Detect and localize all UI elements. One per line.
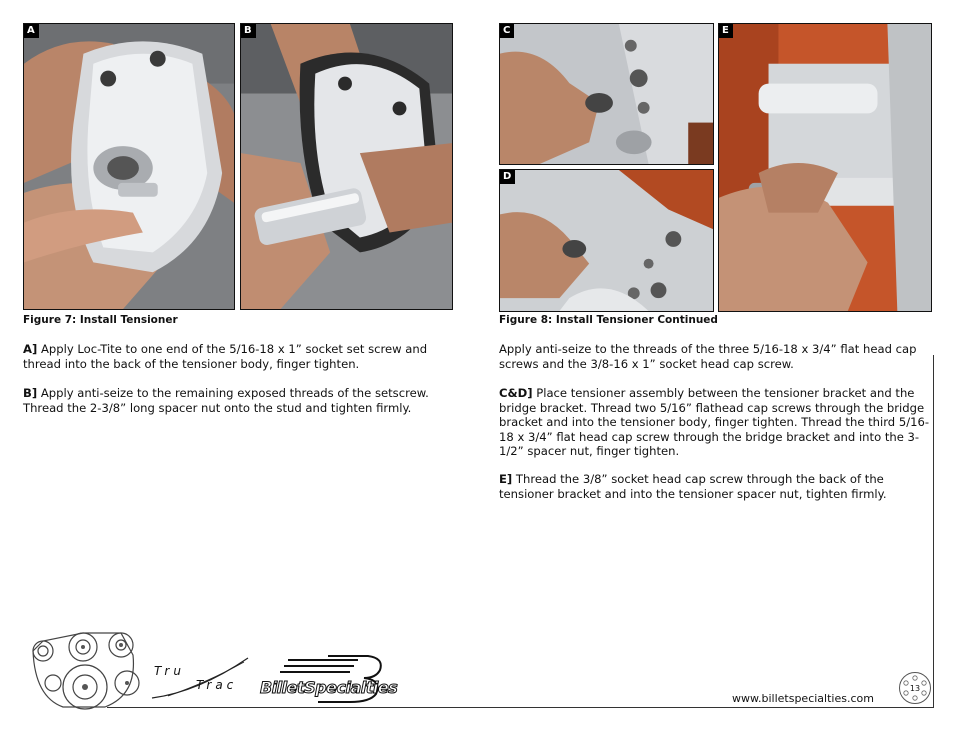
page-number-badge: [899, 672, 931, 704]
photo-a-label: A: [24, 24, 39, 38]
billet-specialties-logo: [258, 652, 418, 704]
figure7-caption: Figure 7: Install Tensioner: [23, 314, 178, 326]
photo-b-image: [241, 24, 452, 309]
footer-url[interactable]: www.billetspecialties.com: [732, 692, 874, 705]
photo-b: [240, 23, 453, 310]
photo-a: [23, 23, 235, 310]
figure8-caption: Figure 8: Install Tensioner Continued: [499, 314, 718, 326]
trutrac-top-text: Tru: [154, 664, 185, 678]
photo-c: [499, 23, 714, 165]
step-b-key: B]: [23, 386, 38, 400]
billet-specialties-text: BilletSpecialties: [260, 678, 398, 697]
photo-d: [499, 169, 714, 312]
photo-a-image: [24, 24, 234, 309]
photo-d-image: [500, 170, 713, 311]
photo-e-image: [719, 24, 931, 311]
trutrac-bottom-text: Trac: [196, 678, 238, 692]
step-cd-key: C&D]: [499, 386, 533, 400]
figure8-intro: Apply anti-seize to the threads of the three 5/16-18 x 3/4” flat head cap screws and the 3/8-16 x 1” socket head cap screw.: [499, 342, 917, 371]
photo-e: [718, 23, 932, 312]
trutrac-logo: [148, 652, 258, 702]
photo-c-image: [500, 24, 713, 164]
photo-c-label: C: [500, 24, 514, 38]
step-b-text: Apply anti-seize to the remaining exposed threads of the setscrew. Thread the 2-3/8” long spacer nut onto the stud and tighten firmly.: [23, 386, 429, 415]
step-e-text: Thread the 3/8” socket head cap screw through the back of the tensioner bracket and into the tensioner spacer nut, tighten firmly.: [499, 472, 887, 501]
step-e-paragraph: [499, 472, 929, 501]
step-a-paragraph: [23, 342, 443, 371]
footer-rule: [107, 707, 934, 708]
step-a-text: Apply Loc-Tite to one end of the 5/16-18 x 1” socket set screw and thread into the back of the tensioner body, finger tighten.: [23, 342, 428, 371]
step-cd-text: Place tensioner assembly between the tensioner bracket and the bridge bracket. Thread two 5/16” flathead cap screws through the bridge bracket and into the tensioner body, finger tighten. Thread the third 5/16-18 x 3/4” flat head cap screw through the bridge bracket and into the 3-1/2” spacer nut, finger tighten.: [499, 386, 930, 459]
photo-d-label: D: [500, 170, 515, 184]
photo-e-label: E: [719, 24, 733, 38]
step-b-paragraph: [23, 386, 443, 415]
step-cd-paragraph: [499, 386, 931, 459]
photo-b-label: B: [241, 24, 256, 38]
step-a-key: A]: [23, 342, 38, 356]
engine-drive-logo: [25, 625, 145, 717]
engine-drive-icon: [25, 625, 145, 717]
page-number: 13: [909, 683, 921, 693]
right-border-line: [933, 355, 934, 707]
step-e-key: E]: [499, 472, 513, 486]
